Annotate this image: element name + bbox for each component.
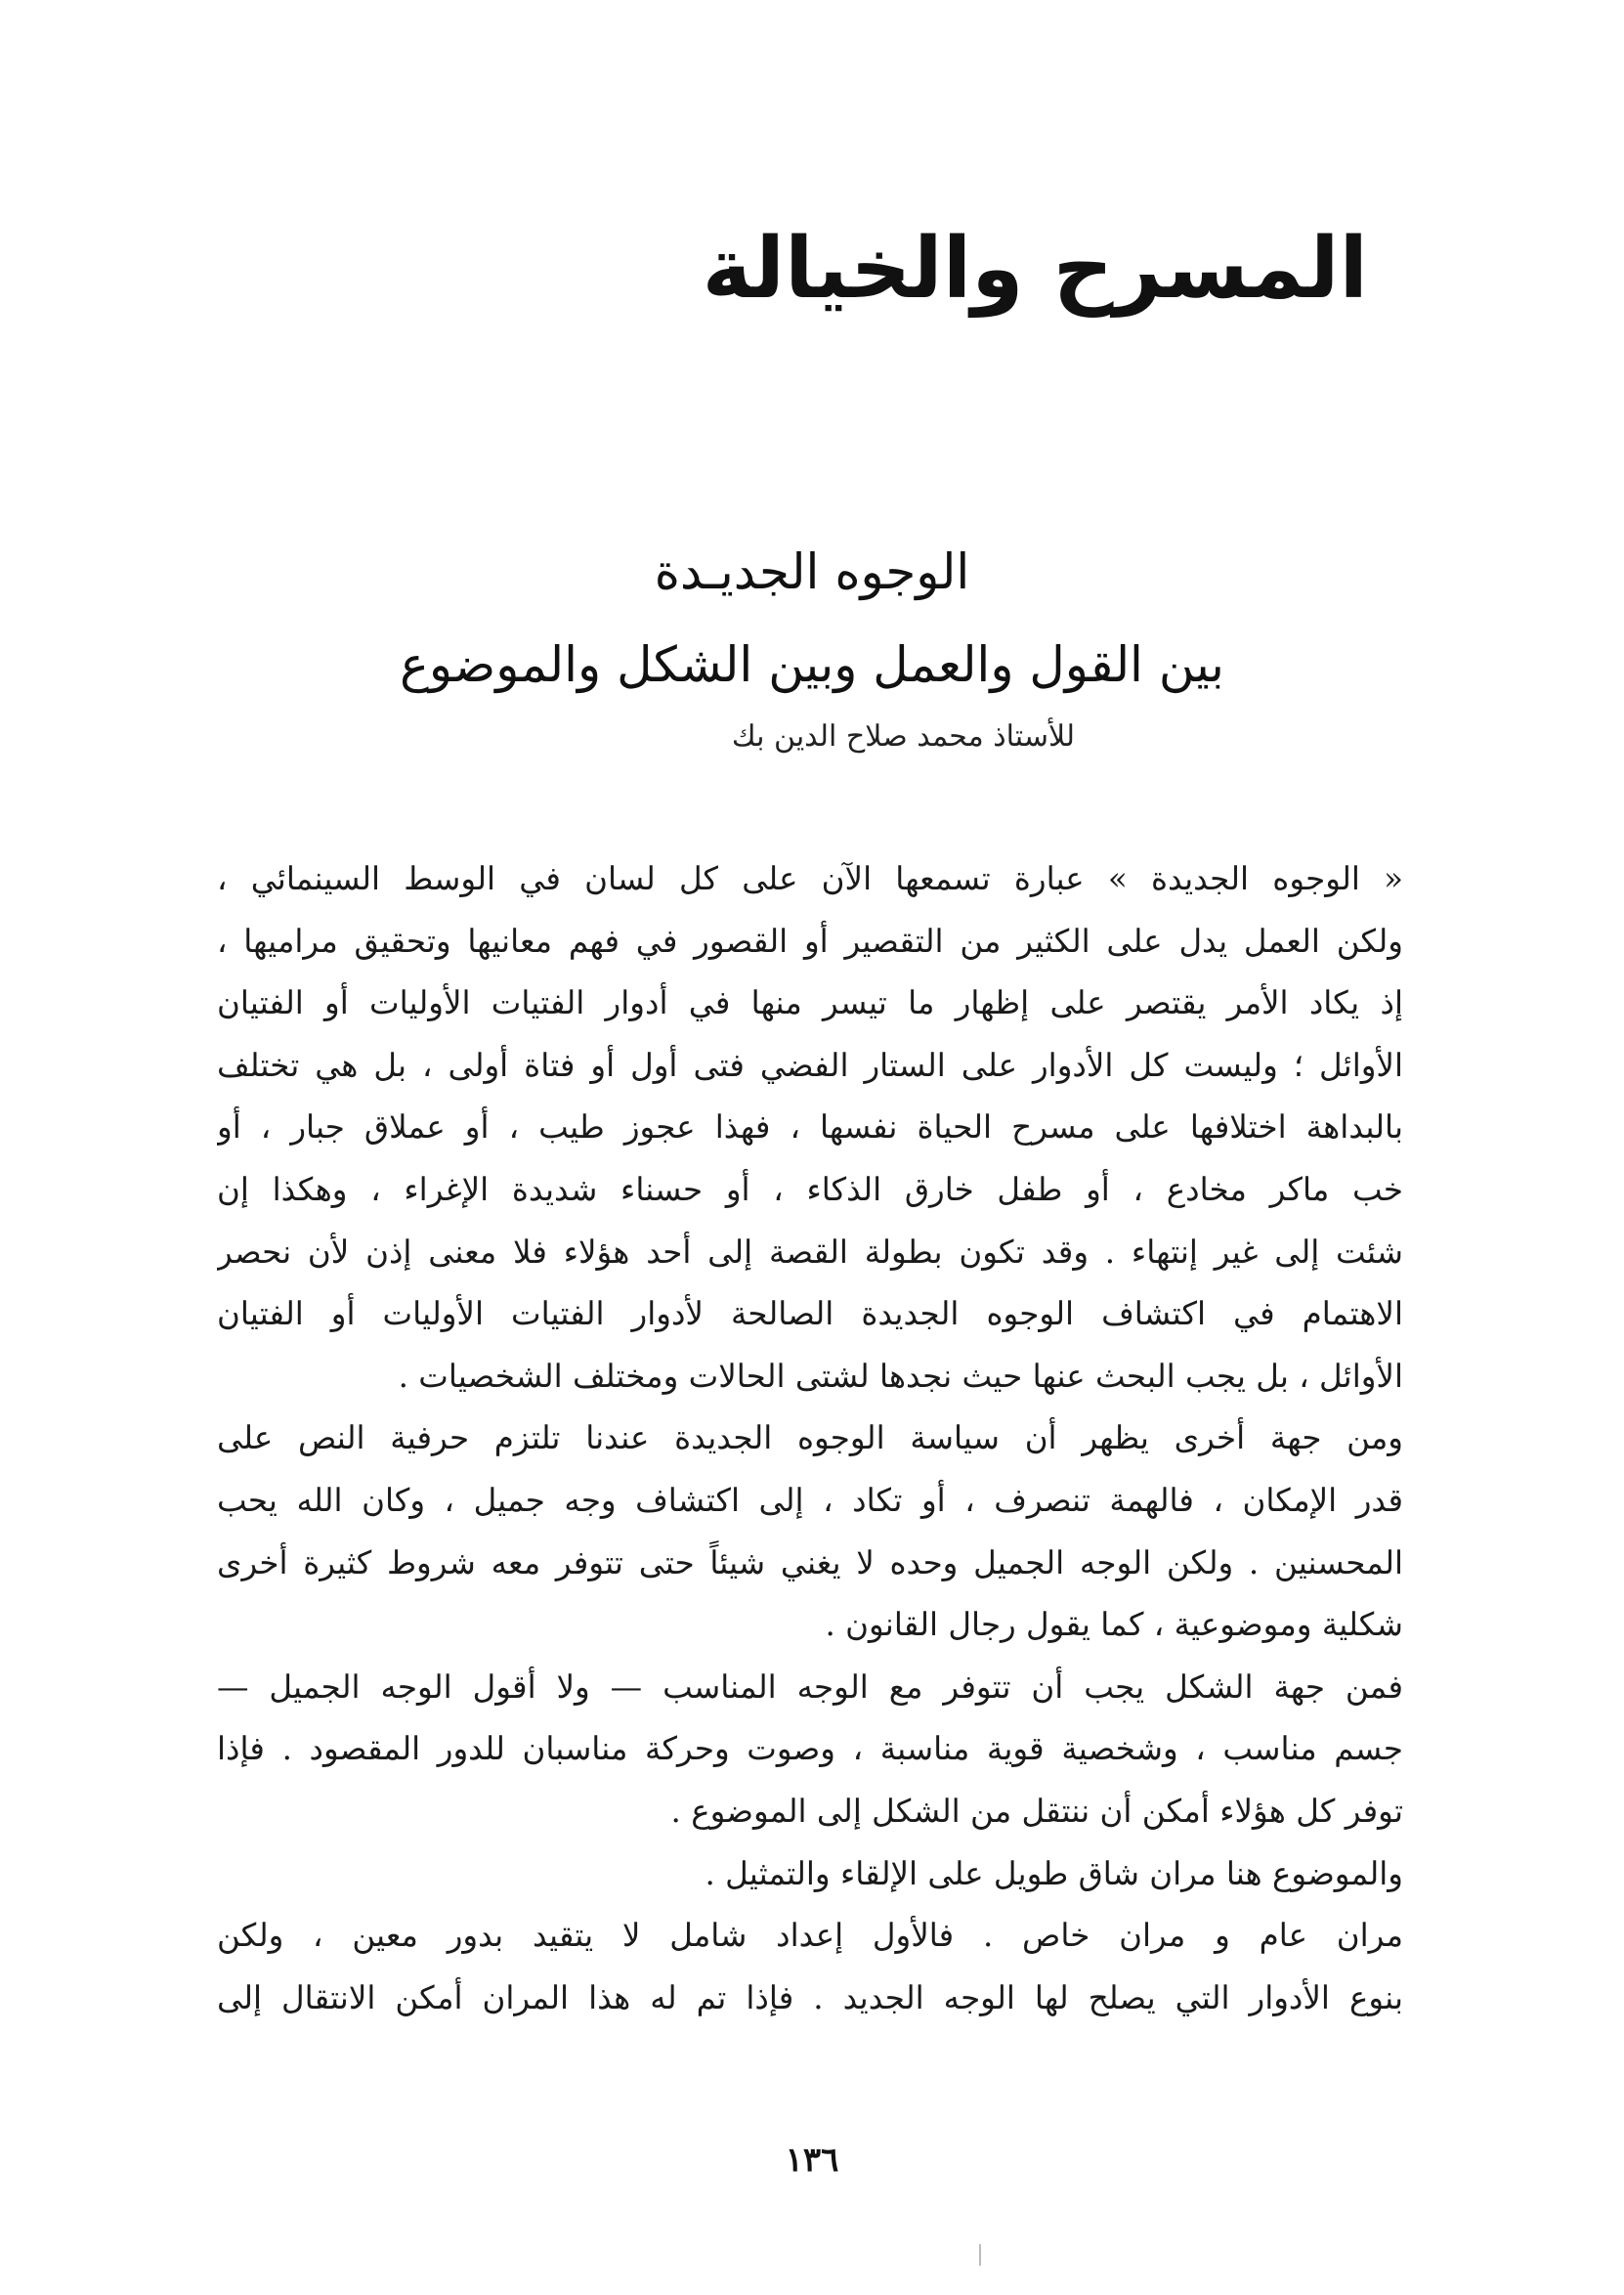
author-byline: للأستاذ محمد صلاح الدين بك <box>731 719 1075 754</box>
body-line: خب ماكر مخادع ، أو طفل خارق الذكاء ، أو حسناء شديدة الإغراء ، وهكذا إن <box>217 1170 1403 1208</box>
body-line: فمن جهة الشكل يجب أن تتوفر مع الوجه المناسب — ولا أقول الوجه الجميل — <box>217 1667 1403 1706</box>
body-line: الأوائل ، بل يجب البحث عنها حيث نجدها لشتى الحالات ومختلف الشخصيات . <box>398 1357 1403 1395</box>
article-subtitle: بين القول والعمل وبين الشكل والموضوع <box>400 636 1224 693</box>
body-line: بنوع الأدوار التي يصلح لها الوجه الجديد . فإذا تم له هذا المران أمكن الانتقال إلى <box>217 1978 1403 2016</box>
body-line: الاهتمام في اكتشاف الوجوه الجديدة الصالحة لأدوار الفتيات الأوليات أو الفتيان <box>217 1295 1403 1333</box>
body-line: المحسنين . ولكن الوجه الجميل وحده لا يغني شيئاً حتى تتوفر معه شروط كثيرة أخرى <box>217 1543 1403 1581</box>
body-line: شئت إلى غير إنتهاء . وقد تكون بطولة القصة إلى أحد هؤلاء فلا معنى إذن لأن نحصر <box>217 1233 1403 1271</box>
body-line: إذ يكاد الأمر يقتصر على إظهار ما تيسر منها في أدوار الفتيات الأوليات أو الفتيان <box>217 984 1403 1022</box>
section-title: المسرح والخيالة <box>702 220 1368 318</box>
body-line: توفر كل هؤلاء أمكن أن ننتقل من الشكل إلى الموضوع . <box>670 1792 1403 1830</box>
body-line: مران عام و مران خاص . فالأول إعداد شامل لا يتقيد بدور معين ، ولكن <box>217 1917 1403 1955</box>
body-line: والموضوع هنا مران شاق طويل على الإلقاء والتمثيل . <box>705 1854 1403 1892</box>
body-line: شكلية وموضوعية ، كما يقول رجال القانون . <box>825 1606 1403 1644</box>
body-line: ولكن العمل يدل على الكثير من التقصير أو القصور في فهم معانيها وتحقيق مراميها ، <box>217 922 1403 960</box>
body-line: بالبداهة اختلافها على مسرح الحياة نفسها ، فهذا عجوز طيب ، أو عملاق جبار ، أو <box>217 1108 1403 1147</box>
article-body <box>217 848 1403 2029</box>
body-line: « الوجوه الجديدة » عبارة تسمعها الآن على كل لسان في الوسط السينمائي ، <box>217 860 1403 897</box>
body-line: ومن جهة أخرى يظهر أن سياسة الوجوه الجديدة عندنا تلتزم حرفية النص على <box>217 1419 1403 1457</box>
scan-artifact <box>979 2244 981 2266</box>
body-line: الأوائل ؛ وليست كل الأدوار على الستار الفضي فتى أول أو فتاة أولى ، بل هي تختلف <box>217 1046 1403 1084</box>
body-line: قدر الإمكان ، فالهمة تنصرف ، أو تكاد ، إلى اكتشاف وجه جميل ، وكان الله يحب <box>217 1481 1403 1519</box>
page-number: ١٣٦ <box>785 2141 839 2180</box>
body-line: جسم مناسب ، وشخصية قوية مناسبة ، وصوت وحركة مناسبان للدور المقصود . فإذا <box>217 1730 1403 1768</box>
article-title: الوجوه الجديـدة <box>654 543 970 600</box>
